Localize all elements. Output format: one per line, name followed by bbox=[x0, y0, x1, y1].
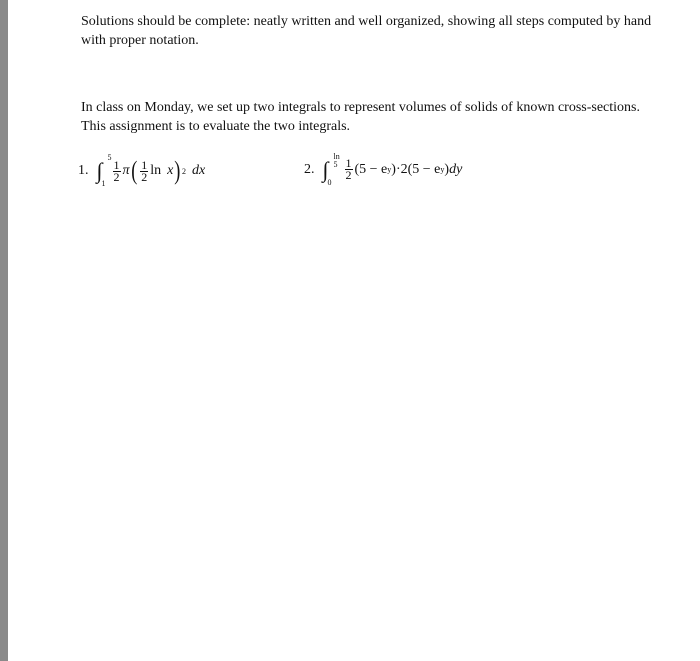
problem-2 bbox=[304, 151, 463, 187]
term-a: (5 − e bbox=[354, 161, 388, 177]
context-paragraph bbox=[81, 98, 691, 136]
ln-function: ln bbox=[150, 163, 162, 178]
variable: x bbox=[167, 163, 174, 178]
lower-limit: 0 bbox=[327, 177, 332, 187]
context-line-1: In class on Monday, we set up two integrals to represent volumes of solids of known cross-sections. bbox=[81, 100, 640, 115]
close-paren-a: ) bbox=[391, 161, 396, 177]
differential: dx bbox=[191, 163, 206, 178]
differential: dy bbox=[449, 161, 463, 177]
dot-operator: · bbox=[395, 161, 401, 177]
exponent-b: y bbox=[440, 165, 445, 174]
problem-number: 1. bbox=[78, 163, 89, 178]
integral-sign: ∫ ln 5 0 bbox=[322, 151, 340, 187]
problem-1 bbox=[78, 153, 206, 188]
upper-limit: ln 5 bbox=[333, 151, 340, 169]
instructions-line-1: Solutions should be complete: neatly written and well organized, showing all steps computed by hand bbox=[81, 14, 652, 29]
fraction: $\frac{1}{2}$ bbox=[113, 157, 120, 184]
right-paren: ) bbox=[174, 156, 181, 185]
pi-symbol: π bbox=[122, 163, 130, 178]
close-paren-b: ) bbox=[444, 161, 450, 177]
fraction: $\frac{1}{2}$ bbox=[345, 156, 352, 182]
instructions-paragraph bbox=[81, 12, 691, 50]
exponent: 2 bbox=[181, 166, 186, 176]
lower-limit: 1 bbox=[101, 179, 106, 188]
upper-limit: 5 bbox=[107, 153, 112, 162]
left-paren: ( bbox=[130, 156, 137, 185]
problem-number: 2. bbox=[304, 161, 315, 177]
problem-list bbox=[78, 151, 698, 198]
integral-sign: ∫ 5 1 bbox=[96, 153, 112, 188]
term-b: (5 − e bbox=[407, 161, 441, 177]
coefficient: 2 bbox=[400, 161, 408, 177]
context-line-2: This assignment is to evaluate the two integrals. bbox=[81, 119, 351, 134]
inner-fraction: $\frac{1}{2}$ bbox=[141, 157, 148, 184]
exponent-a: y bbox=[387, 165, 392, 174]
instructions-line-2: with proper notation. bbox=[81, 33, 199, 48]
